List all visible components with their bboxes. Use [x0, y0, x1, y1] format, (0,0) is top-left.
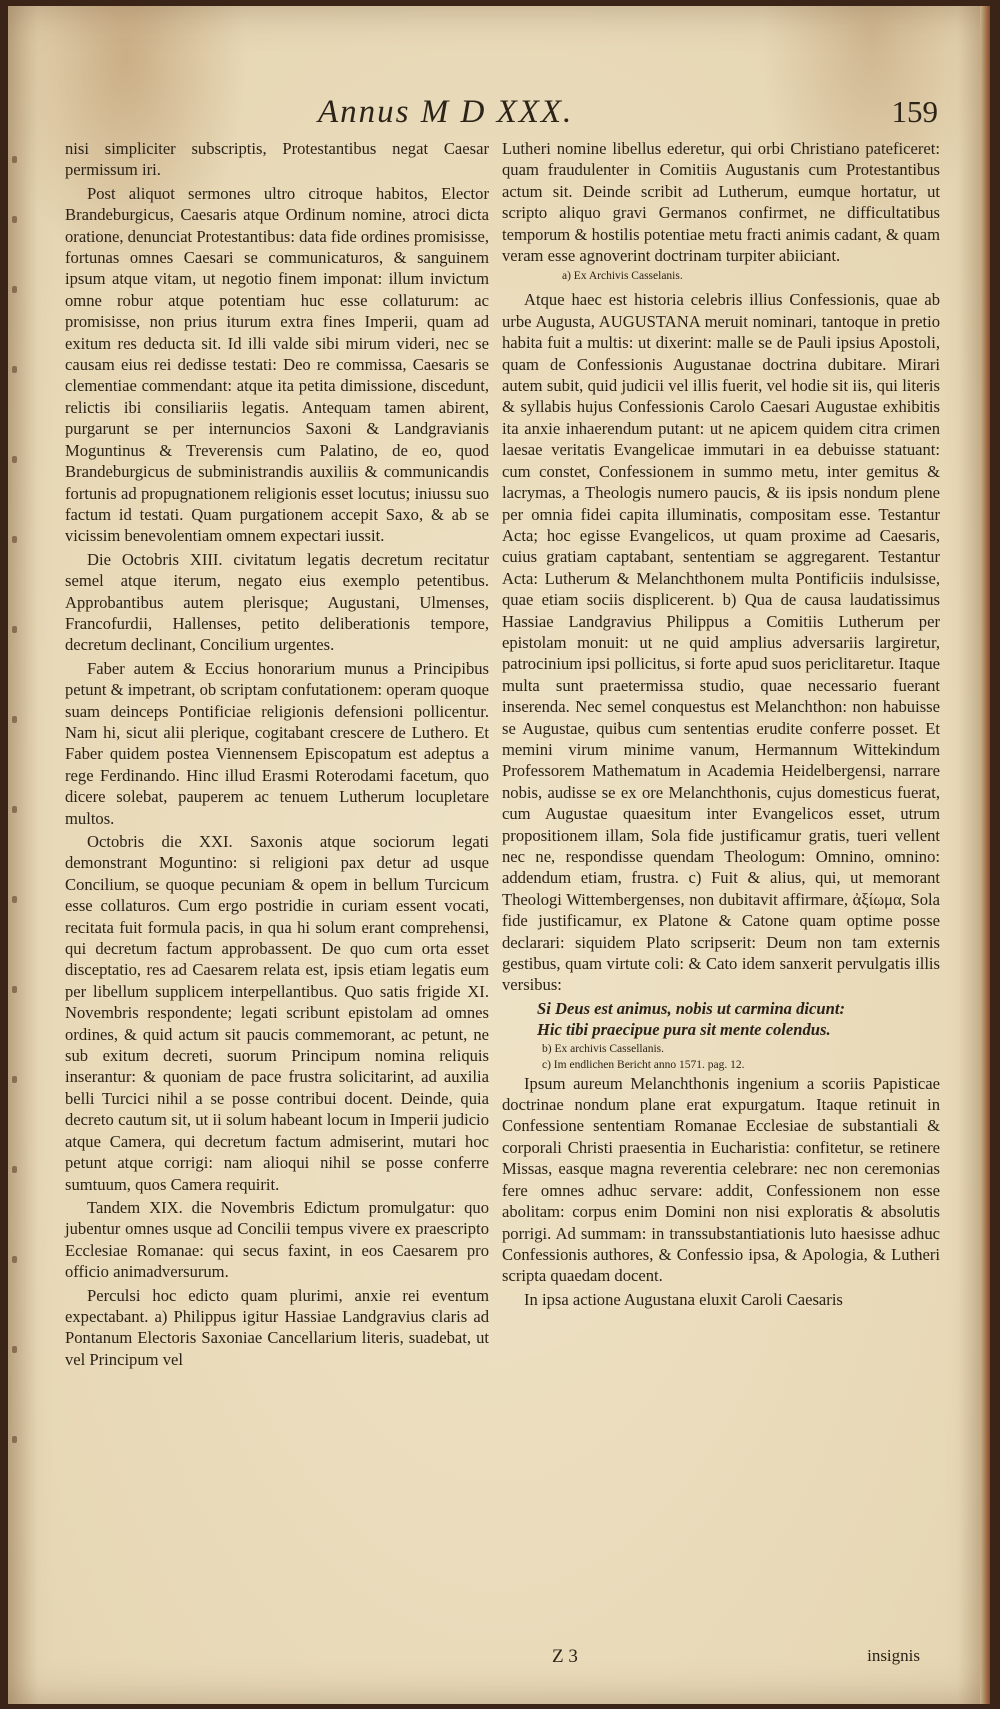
- page-number: 159: [891, 94, 938, 129]
- paragraph: Die Octobris XIII. civitatum legatis decretum recitatur semel atque iterum, negato eius exemplo petentibus. Approbantibus autem plerisque; Augustani, Ulmenses, Francofurdii, Hallenses, petito deliberationis tempore, decretum declinant, Concilium urgentes.: [65, 549, 489, 655]
- running-head: [8, 94, 990, 134]
- running-head-title: Annus M D XXX.: [318, 94, 574, 130]
- binding-holes: [12, 156, 22, 1556]
- book-page: [8, 6, 990, 1704]
- footnote: c) Im endlichen Bericht anno 1571. pag. 12.: [542, 1058, 745, 1071]
- right-column: [502, 138, 940, 1312]
- verse-line: Si Deus est animus, nobis ut carmina dicunt:: [537, 998, 845, 1018]
- paragraph: Lutheri nomine libellus ederetur, qui orbi Christiano pateficeret: quam fraudulenter in Comitiis Augustanis cum Protestantibus actum sit. Deinde scribit ad Lutherum, eumque hortatur, ut scripto aliquo gravi Germanos confirmet, ne difficultatibus temporum & hostilis potentiae metu fracti animis cadant, & quam veram esse agnoverint doctrinam turpiter abiiciant.: [502, 139, 940, 266]
- paragraph: Atque haec est historia celebris illius Confessionis, quae ab urbe Augusta, AUGUSTANA meruit nominari, tantoque in pretio habita fuit a multis: ut dixerint: malle se de Pauli ipsius Apostoli, quam de Confessionis Augustanae doctrina dubitare. Mirari autem subit, quid judicii vel illis fuerit, vel hodie sit iis, qui literis & syllabis hujus Confessionis Carolo Caesari Augustae exhibitis ita anxie inhaerendum putant: ut ne apicem quidem citra crimen laesae veritatis Evangelicae immutari in ea debuisse statuant: cum constet, Confessionem in summo metu, inter gemitus & lacrymas, a Theologis numero paucis, & iis ipsis nondum plene per omnia fidei capita illuminatis, compositam esse. Testantur Acta; hoc egisse Evangelicos, ut quam proxime ad Caesaris, cuius gratiam captabant, sententiam se aggregarent. Testantur Acta: Lutherum & Melanchthonem multa Pontificiis indulsisse, quae etiam sociis displicerent. b) Qua de causa laudatissimus Hassiae Landgravius Philippus a Comitiis Lutherum per epistolam monuit: ut ne quid amplius adversariis largiretur, patrocinium ipsi pollicitus, si forte apud suos periclitaretur. Itaque multa sunt praetermissa studio, quae necessario fuerant inserenda. Nec semel conquestus est Melanchthon: non habuisse se Augustae, quibus cum sententias erudite conferre posset. Et memini virum minime vanum, Hermannum Wittekindum Professorem Mathematum in Academia Heidelbergensi, narrare nobis, audisse se ex ore Melanchthonis, cujus domesticus fuerat, cum Augustae quaesitum inter Evangelicos esset, utrum propositionem illam, Sola fide justificamur gratis, tueri vellent nec ne, respondisse quendam Theologum: Omnino, omnino: addendum etiam, frustra. c) Fuit & alius, qui, ut memorant Theologi Wittembergenses, non dubitavit affirmare, ἀξίωμα, Sola fide justificamur, ex Platone & Catone quam optime posse declarari: siquidem Plato scripserit: Deum non tam externis gestibus, quam virtute coli: & Cato idem sanxerit pervulgatis illis versibus:: [502, 290, 940, 995]
- paragraph: Post aliquot sermones ultro citroque habitos, Elector Brandeburgicus, Caesaris atque Ordinum nomine, atroci dicta oratione, denunciat Protestantibus: data fide ordines promisisse, fortunas omnes Caesari se communicaturos, & sanguinem ipsum atque vitam, ut negotio finem imponat: illum invictum omne robur atque potentiam huc esse collaturum: ac promisisse, non prius iturum extra fines Imperii, quam ad exitum res deducta sit. Id illi valde sibi mirum videri, nec se causam eius rei dedisse testati: Deo re commissa, Caesaris se clementiae commendant: atque ita petita dimissione, discedunt, relictis ibi consiliariis legatis. Antequam tamen abirent, purgarunt se per internuncios Saxoni & Landgravianis Moguntinus & Treverensis cum Palatino, de eo, quod Brandeburgicus de subministrandis auxiliis & communicandis fortunis ad propugnationem religionis esset locutus; iniussu suo factum id testati. Quam purgationem accepit Saxo, & ab se vicissim benevolentiam omnem expectari iussit.: [65, 183, 489, 546]
- footnote: a) Ex Archivis Casselanis.: [562, 270, 683, 283]
- catchword: insignis: [867, 1646, 920, 1665]
- page-edge: [980, 6, 990, 1704]
- paragraph: Tandem XIX. die Novembris Edictum promulgatur: quo jubentur omnes usque ad Concilii tempus vivere ex praescripto Ecclesiae Romanae: qui secus faxint, in eos Caesarem pro officio animadversurum.: [65, 1197, 489, 1282]
- paragraph: Ipsum aureum Melanchthonis ingenium a scoriis Papisticae doctrinae nondum plane erat expurgatum. Itaque retinuit in Confessione sententiam Romanae Ecclesiae de substantiali & corporali Christi praesentia in Eucharistia: confitetur, se retinere Missas, easque magna reverentia celebrare: nec non ceremonias fere omnes adhuc servare: addit, Confessionem non esse abolitam: corpus enim Domini non nisi exploratis & absolutis porrigi. Ad summam: in transsubstantiationis luto haesisse adhuc Confessionis authores, & Confessio ipsa, & Apologia, & Lutheri scripta quaedam docent.: [502, 1073, 940, 1286]
- paragraph: nisi simpliciter subscriptis, Protestantibus negat Caesar permissum iri.: [65, 139, 489, 180]
- verse-line: Hic tibi praecipue pura sit mente colendus.: [537, 1020, 831, 1040]
- left-column: [65, 138, 489, 1372]
- signature-mark: Z 3: [552, 1646, 578, 1667]
- paragraph: Perculsi hoc edicto quam plurimi, anxie rei eventum expectabant. a) Philippus igitur Hassiae Landgravius claris ad Pontanum Electoris Saxoniae Cancellarium literis, suadebat, ut vel Principum vel: [65, 1285, 489, 1369]
- paragraph: Octobris die XXI. Saxonis atque sociorum legati demonstrant Moguntino: si religioni pax detur ad usque Concilium, se quoque pecuniam & opem in bellum Turcicum esse collaturos. Cum ergo postridie in curiam essent vocati, recitata fuit formula pacis, in qua hi solum erant comprehensi, qui decretum factum approbassent. De quo cum orta esset disceptatio, res ad Caesarem relata est, ipsis etiam legatis eum per libellum supplicem interpellantibus. Quo satis frigide XI. Novembris respondente; legati scribunt epistolam ad omnes ordines, & quid actum sit paucis commemorant, ac petunt, ne sub exitum decreti, suorum Principum nomina reliquis inserantur: & quoniam de pace frustra solicitarint, ad auxilia belli Turcici nihil a se posse contribui docent. Deinde, quia decreto cautum sit, ut ii solum habeant locum in Imperii judicio atque Camera, qui decretum factum admiserint, mutari hoc petunt atque corrigi: nam alioqui nihil se posse conferre sumtuum, quos Camera requirit.: [65, 832, 489, 1194]
- footnote: b) Ex archivis Cassellanis.: [542, 1042, 665, 1055]
- paragraph: In ipsa actione Augustana eluxit Caroli Caesaris: [524, 1289, 843, 1309]
- paragraph: Faber autem & Eccius honorarium munus a Principibus petunt & impetrant, ob scriptam confutationem: operam quoque suam deinceps Pontificiae religionis defensioni pollicentur. Nam hi, sicut alii plerique, cogitabant crescere de Luthero. Et Faber quidem postea Viennensem Episcopatum est adeptus a rege Ferdinando. Hinc illud Erasmi Roterodami facetum, quo dicere solebat, pauperem ac tenuem Lutherum locupletare multos.: [65, 658, 489, 828]
